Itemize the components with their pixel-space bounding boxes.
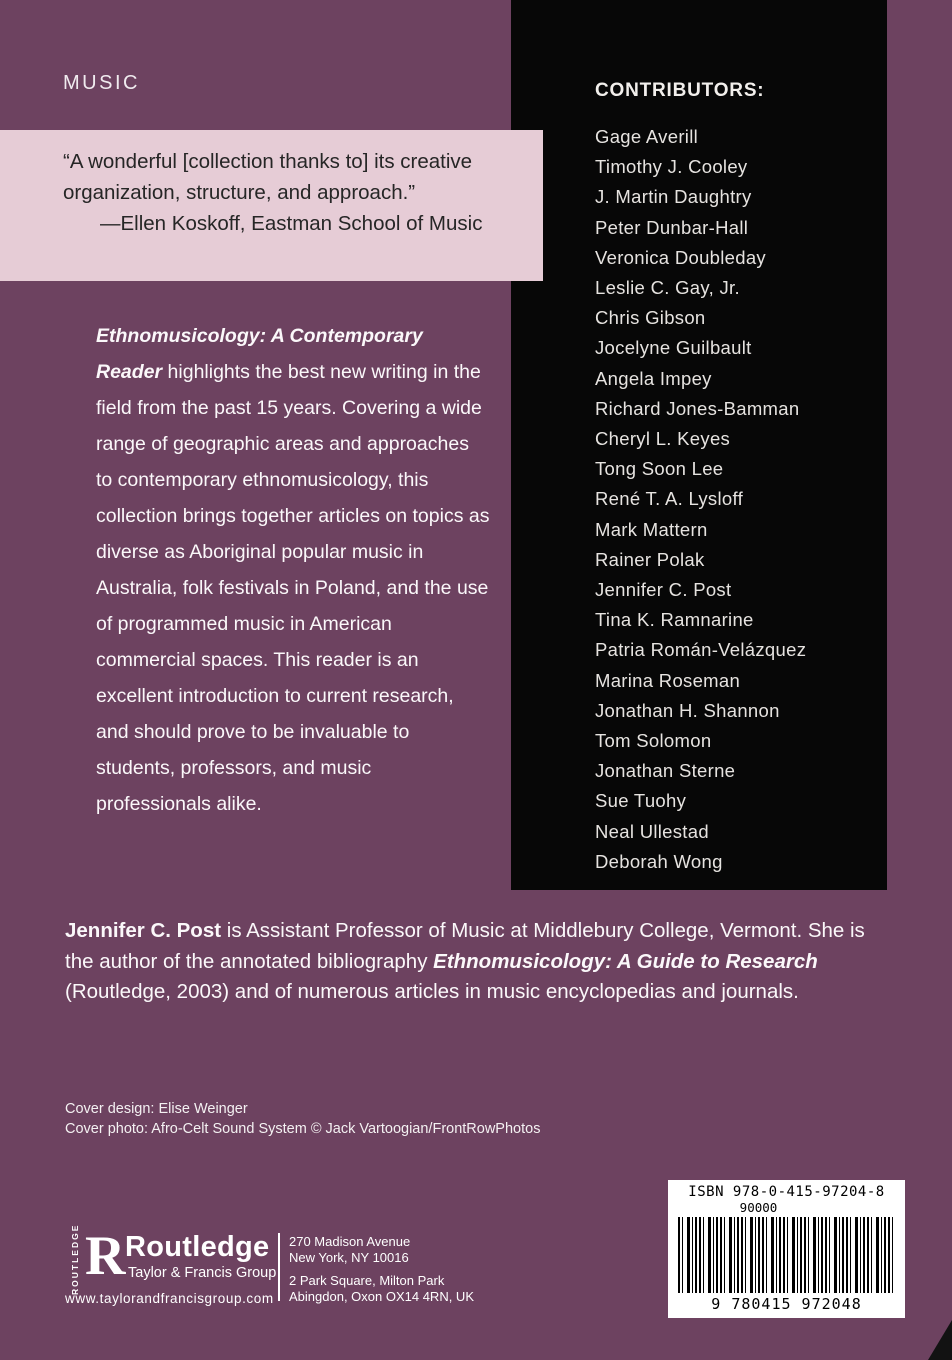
book-description-body: highlights the best new writing in the field from the past 15 years. Covering a wide range of geographic areas and approaches to contemporary ethnomusicology, this collection brings together articles on topics as diverse as Aboriginal popular music in Australia, folk festivals in Poland, and the use of programmed music in American commercial spaces. This reader is an excellent introduction to current research, and should prove to be invaluable to students, professors, and music professionals alike. [96, 361, 490, 815]
cover-photo-credit: Cover photo: Afro-Celt Sound System © Jack Vartoogian/FrontRowPhotos [65, 1121, 541, 1137]
contributor-name: Deborah Wong [595, 850, 723, 872]
publisher-address-us [289, 1234, 474, 1265]
publisher-group: Taylor & Francis Group [128, 1265, 277, 1281]
cover-credits [65, 1099, 540, 1139]
address-line: 2 Park Square, Milton Park [289, 1273, 445, 1288]
contributor-name: Gage Averill [595, 126, 699, 147]
publisher-name: Routledge [125, 1231, 270, 1263]
contributor-name: Cheryl L. Keyes [595, 428, 731, 450]
contributor-name: Angela Impey [595, 367, 712, 389]
category-label: MUSIC [63, 72, 140, 94]
contributor-name: Timothy J. Cooley [595, 156, 748, 178]
contributor-name: Neal Ullestad [595, 820, 709, 842]
contributor-name: Sue Tuohy [595, 790, 687, 812]
isbn-barcode [668, 1180, 905, 1318]
contributor-name: Jennifer C. Post [595, 579, 732, 601]
author-work-title: Ethnomusicology: A Guide to Research [433, 949, 818, 973]
contributor-name: Veronica Doubleday [595, 246, 766, 268]
contributor-name: Tong Soon Lee [595, 458, 724, 480]
contributors-heading: CONTRIBUTORS: [595, 80, 765, 101]
author-bio [65, 916, 885, 1008]
barcode-bars [678, 1217, 895, 1293]
contributor-name: Leslie C. Gay, Jr. [595, 277, 740, 299]
author-bio-text-1: is Assistant Professor of Music at Middlebury College, Vermont. She is the author of the annotated bibliography [65, 919, 865, 973]
contributor-name: Jonathan Sterne [595, 760, 736, 782]
contributor-name: René T. A. Lysloff [595, 488, 744, 510]
contributors-list [595, 122, 867, 877]
contributor-name: Peter Dunbar-Hall [595, 216, 749, 238]
contributor-name: Mark Mattern [595, 518, 708, 540]
address-line: 270 Madison Avenue [289, 1234, 411, 1249]
review-quote-box [0, 130, 543, 281]
contributor-name: Chris Gibson [595, 307, 706, 329]
contributor-name: Jocelyne Guilbault [595, 337, 752, 359]
routledge-vertical-logo-text: ROUTLEDGE [70, 1223, 80, 1295]
review-quote-attribution: —Ellen Koskoff, Eastman School of Music [100, 212, 483, 235]
contributor-name: Patria Román-Velázquez [595, 639, 807, 661]
book-title-italic: Ethnomusicology: A Contemporary Reader [96, 325, 423, 383]
review-quote-text: “A wonderful [collection thanks to] its creative organization, structure, and approach.” [63, 150, 473, 204]
address-line: Abingdon, Oxon OX14 4RN, UK [289, 1288, 474, 1304]
isbn-number: ISBN 978-0-415-97204-8 [688, 1184, 885, 1200]
barcode-price-code: 90000 [739, 1200, 778, 1215]
contributor-name: Jonathan H. Shannon [595, 699, 780, 721]
author-bio-text-2: (Routledge, 2003) and of numerous articles in music encyclopedias and journals. [65, 980, 799, 1003]
barcode-digits: 9 780415 972048 [711, 1295, 862, 1313]
cover-design-credit: Cover design: Elise Weinger [65, 1101, 248, 1117]
author-name: Jennifer C. Post [65, 919, 222, 942]
contributors-panel [511, 0, 887, 890]
routledge-logo-icon: R [85, 1225, 126, 1287]
book-description [96, 318, 490, 822]
contributor-name: Tina K. Ramnarine [595, 609, 754, 631]
address-line: New York, NY 10016 [289, 1249, 409, 1265]
contributor-name: Rainer Polak [595, 548, 705, 570]
publisher-divider [278, 1233, 280, 1301]
contributor-name: Tom Solomon [595, 730, 712, 752]
contributor-name: Marina Roseman [595, 669, 741, 691]
page-corner-mark [928, 1320, 952, 1360]
contributor-name: J. Martin Daughtry [595, 186, 752, 208]
contributor-name: Richard Jones-Bamman [595, 397, 800, 419]
publisher-website: www.taylorandfrancisgroup.com [65, 1291, 274, 1306]
publisher-addresses [289, 1234, 474, 1304]
publisher-address-uk [289, 1273, 474, 1304]
